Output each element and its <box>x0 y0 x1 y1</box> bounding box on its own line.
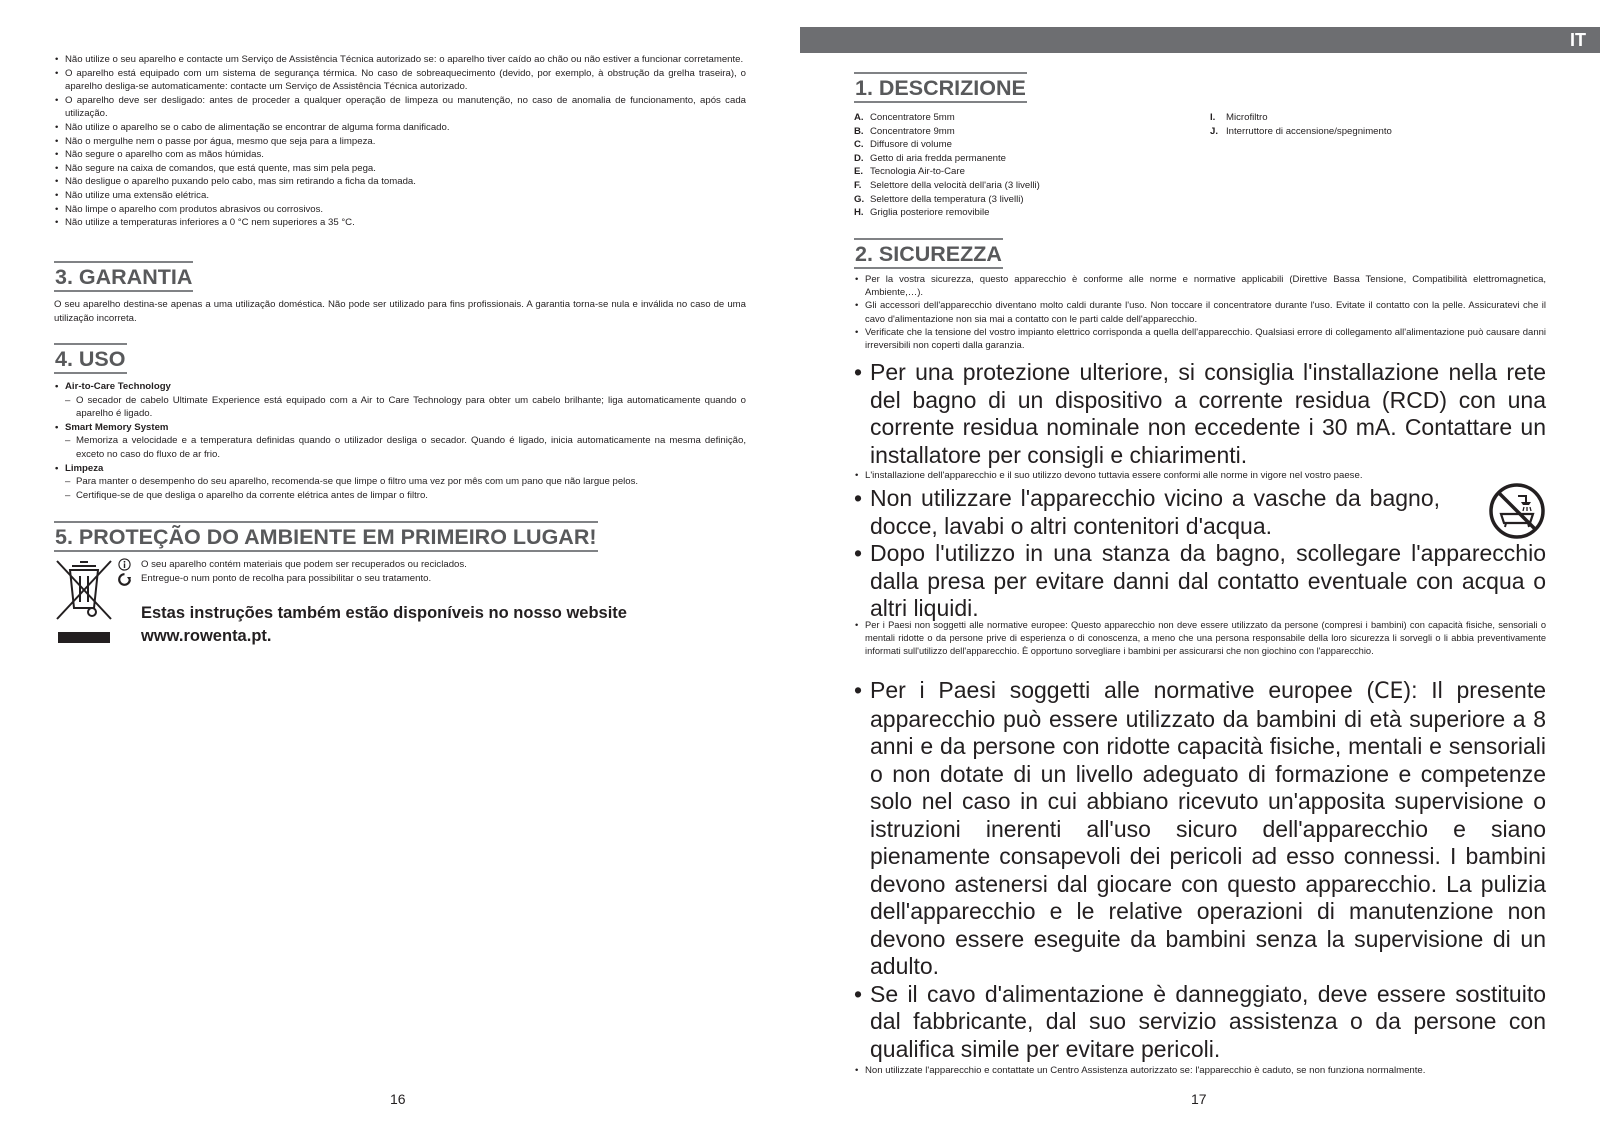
ce-mark-icon: CE <box>1374 679 1404 704</box>
uso-list <box>54 380 746 502</box>
descrizione-item <box>854 179 1194 193</box>
item-text: Griglia posteriore removibile <box>870 207 990 219</box>
item-letter: F. <box>854 179 862 191</box>
sicurezza-heading: 2. SICUREZZA <box>854 238 1003 269</box>
descrizione-item <box>1210 111 1550 125</box>
sicurezza-item: • Per la vostra sicurezza, questo apparecchio è conforme alle norme e normative applicabili (Direttive Bassa Tensione, Compatibilità elettromagnetica, Ambiente,…). <box>854 273 1546 299</box>
item-letter: H. <box>854 207 864 219</box>
descrizione-column-1 <box>854 111 1194 220</box>
item-letter: G. <box>854 193 865 205</box>
item-text: Tecnologia Air-to-Care <box>870 166 965 178</box>
pt-safety-item: • Não utilize a temperaturas inferiores a 0 °C nem superiores a 35 °C. <box>54 216 746 230</box>
weee-black-bar <box>58 632 110 643</box>
sicurezza-rcd-warning <box>854 359 1546 469</box>
sicurezza-acqua-warning <box>854 485 1440 540</box>
final-note-text: • Non utilizzate l'apparecchio e contattate un Centro Assistenza autorizzato se: l'apparecchio è caduto, se non funziona normalmente. <box>854 1064 1546 1078</box>
item-text: Selettore della velocità dell'aria (3 livelli) <box>870 179 1040 191</box>
item-text: Microfiltro <box>1226 112 1268 123</box>
pt-safety-item: • Não utilize o aparelho se o cabo de alimentação se encontrar de alguma forma danificado. <box>54 121 746 135</box>
item-text: Interruttore di accensione/spegnimento <box>1226 125 1392 137</box>
sicurezza-item: • Verificate che la tensione del vostro impianto elettrico corrisponda a quella dell'apparecchio. Qualsiasi errore di collegamento all'alimentazione può causare danni irreversibili non coperti dalla garanzia. <box>854 326 1546 352</box>
descrizione-column-2 <box>1210 111 1550 138</box>
item-letter: I. <box>1210 112 1216 123</box>
page-number-left: 16 <box>390 1091 406 1107</box>
installazione-note-text: • L'installazione dell'apparecchio e il suo utilizzo devono tuttavia essere conformi alle norme in vigore nel vostro paese. <box>854 469 1546 483</box>
pt-safety-item: • O aparelho está equipado com um sistema de segurança térmica. No caso de sobreaquecimento (devido, por exemplo, à obstrução da grelha traseira), o aparelho desliga-se automaticamente: contacte um Serviço de Assistência Técnica autorizado. <box>54 67 746 94</box>
ue-warning-item <box>854 677 1546 981</box>
sicurezza-item: • Gli accessori dell'apparecchio diventano molto caldi durante l'uso. Non toccare il concentratore durante l'uso. Evitate il contatto con la pelle. Assicuratevi che il cavo d'alimentazione non sia mai a contatto con le parti calde dell'apparecchio. <box>854 299 1546 325</box>
pt-safety-item: • Não desligue o aparelho puxando pelo cabo, mas sim retirando a ficha da tomada. <box>54 175 746 189</box>
uso-memory-text: – Memoriza a velocidade e a temperatura definidas quando o utilizador desliga o secador. Quando é ligado, inicia automaticamente na mesma definição, exceto no caso do fluxo de ar frio. <box>54 434 746 461</box>
pt-safety-item: • Não limpe o aparelho com produtos abrasivos ou corrosivos. <box>54 203 746 217</box>
pt-safety-item: • Não utilize uma extensão elétrica. <box>54 189 746 203</box>
descrizione-item <box>854 138 1194 152</box>
sicurezza-bagno-warning <box>854 540 1546 623</box>
uso-memory-title: • Smart Memory System <box>54 421 746 435</box>
acqua-warning-text: • Non utilizzare l'apparecchio vicino a vasche da bagno, docce, lavabi o altri contenitori d'acqua. <box>854 485 1440 540</box>
uso-clean-title: • Limpeza <box>54 462 746 476</box>
garantia-text: O seu aparelho destina-se apenas a uma utilização doméstica. Não pode ser utilizado para fins profissionais. A garantia torna-se nula e inválida no caso de uma utilização incorreta. <box>54 299 746 324</box>
item-text: Concentratore 5mm <box>870 112 955 123</box>
ambiente-line-2: Entregue-o num ponto de recolha para possibilitar o seu tratamento. <box>141 573 432 584</box>
right-page-it <box>800 0 1600 1136</box>
website-url: www.rowenta.pt. <box>141 627 272 645</box>
recycle-arrow-icon <box>118 573 131 586</box>
item-text: Selettore della temperatura (3 livelli) <box>870 193 1024 205</box>
item-text: Getto di aria fredda permanente <box>870 152 1006 164</box>
sicurezza-ue-warning <box>854 677 1546 1063</box>
pt-safety-item: • O aparelho deve ser desligado: antes de proceder a qualquer operação de limpeza ou manutenção, no caso de anomalia de funcionamento, após cada utilização. <box>54 94 746 121</box>
ambiente-heading: 5. PROTEÇÃO DO AMBIENTE EM PRIMEIRO LUGAR! <box>54 521 598 552</box>
descrizione-item <box>854 125 1194 139</box>
item-letter: B. <box>854 125 864 137</box>
item-letter: D. <box>854 152 864 164</box>
descrizione-heading: 1. DESCRIZIONE <box>854 72 1027 103</box>
pt-safety-item: • Não segure o aparelho com as mãos húmidas. <box>54 148 746 162</box>
pt-safety-bullets <box>54 53 746 230</box>
info-icon <box>118 558 131 571</box>
descrizione-item <box>854 152 1194 166</box>
sicurezza-small-list <box>854 273 1546 352</box>
paesi-non-ue-note <box>854 619 1546 659</box>
uso-clean-text-1: – Para manter o desempenho do seu aparelho, recomenda-se que limpe o filtro uma vez por mês com um pano que não largue pelos. <box>54 475 746 489</box>
item-text: Diffusore di volume <box>870 139 952 151</box>
garantia-heading: 3. GARANTIA <box>54 261 193 292</box>
crossed-out-wheelie-bin-icon <box>54 558 114 622</box>
installazione-note <box>854 469 1546 483</box>
ue-warning-prefix: Per i Paesi soggetti alle normative europee ( <box>870 677 1375 703</box>
pt-safety-item: • Não segure na caixa de comandos, que está quente, mas sim pela pega. <box>54 162 746 176</box>
website-note: Estas instruções também estão disponíveis no nosso website <box>141 604 627 622</box>
descrizione-item <box>1210 125 1550 139</box>
cavo-warning-text: • Se il cavo d'alimentazione è danneggiato, deve essere sostituito dal fabbricante, dal suo servizio assistenza o da persone con qualifica simile per evitare pericoli. <box>854 981 1546 1064</box>
bagno-warning-text: • Dopo l'utilizzo in una stanza da bagno, scollegare l'apparecchio dalla presa per evitare danni dal contatto eventuale con acqua o altri liquidi. <box>854 540 1546 623</box>
language-code: IT <box>1570 30 1586 50</box>
paesi-non-ue-text: • Per i Paesi non soggetti alle normative europee: Questo apparecchio non deve essere utilizzato da persone (compresi i bambini) con capacità fisiche, sensoriali o mentali ridotte o da persone prive di esperienza o di conoscenza, a meno che una persona responsabile della loro sicurezza li sorvegli o li abbia preventivamente informati sull'utilizzo dell'apparecchio. È opportuno sorvegliare i bambini per assicurarsi che non giochino con l'apparecchio. <box>854 619 1546 659</box>
item-letter: C. <box>854 139 864 151</box>
descrizione-item <box>854 193 1194 207</box>
pt-safety-item: • Não o mergulhe nem o passe por água, mesmo que seja para a limpeza. <box>54 135 746 149</box>
item-letter: E. <box>854 166 864 178</box>
pt-safety-item: • Não utilize o seu aparelho e contacte um Serviço de Assistência Técnica autorizado se: o aparelho tiver caído ao chão ou não estiver a funcionar corretamente. <box>54 53 746 67</box>
descrizione-item <box>854 165 1194 179</box>
no-bath-shower-icon <box>1488 482 1546 540</box>
item-letter: J. <box>1210 125 1219 137</box>
final-note <box>854 1064 1546 1078</box>
bagno-warning-list <box>854 540 1546 623</box>
ambiente-line-1: O seu aparelho contém materiais que podem ser recuperados ou reciclados. <box>141 559 467 570</box>
uso-air-title: • Air-to-Care Technology <box>54 380 746 394</box>
page-number-right: 17 <box>1191 1091 1207 1107</box>
rcd-warning-text: • Per una protezione ulteriore, si consiglia l'installazione nella rete del bagno di un dispositivo a corrente residua (RCD) con una corrente residua nominale non eccedente i 30 mA. Contattare un installatore per consigli e chiarimenti. <box>854 359 1546 469</box>
item-text: Concentratore 9mm <box>870 125 955 137</box>
uso-clean-text-2: – Certifique-se de que desliga o aparelho da corrente elétrica antes de limpar o filtro. <box>54 489 746 503</box>
uso-heading: 4. USO <box>54 343 127 374</box>
descrizione-item <box>854 111 1194 125</box>
item-letter: A. <box>854 112 864 123</box>
descrizione-item <box>854 206 1194 220</box>
language-bar <box>800 27 1600 53</box>
ue-warning-suffix: ): Il presente apparecchio può essere utilizzato da bambini di età superiore a 8 anni e da persone con ridotte capacità fisiche, mentali e sensoriali o non dotate di un livello adeguato di formazione e competenze solo nel caso in cui abbiano ricevuto un'apposita supervisione o istruzioni inerenti all'uso sicuro dell'apparecchio e siano pienamente consapevoli dei pericoli ad esso connessi. I bambini devono astenersi dal giocare con questo apparecchio. La pulizia dell'apparecchio e le relative operazioni di manutenzione non devono essere eseguite da bambini senza la supervisione di un adulto. <box>870 677 1546 979</box>
uso-air-text: – O secador de cabelo Ultimate Experience está equipado com a Air to Care Technology para obter um cabelo brilhante; liga automaticamente quando o aparelho é ligado. <box>54 394 746 421</box>
